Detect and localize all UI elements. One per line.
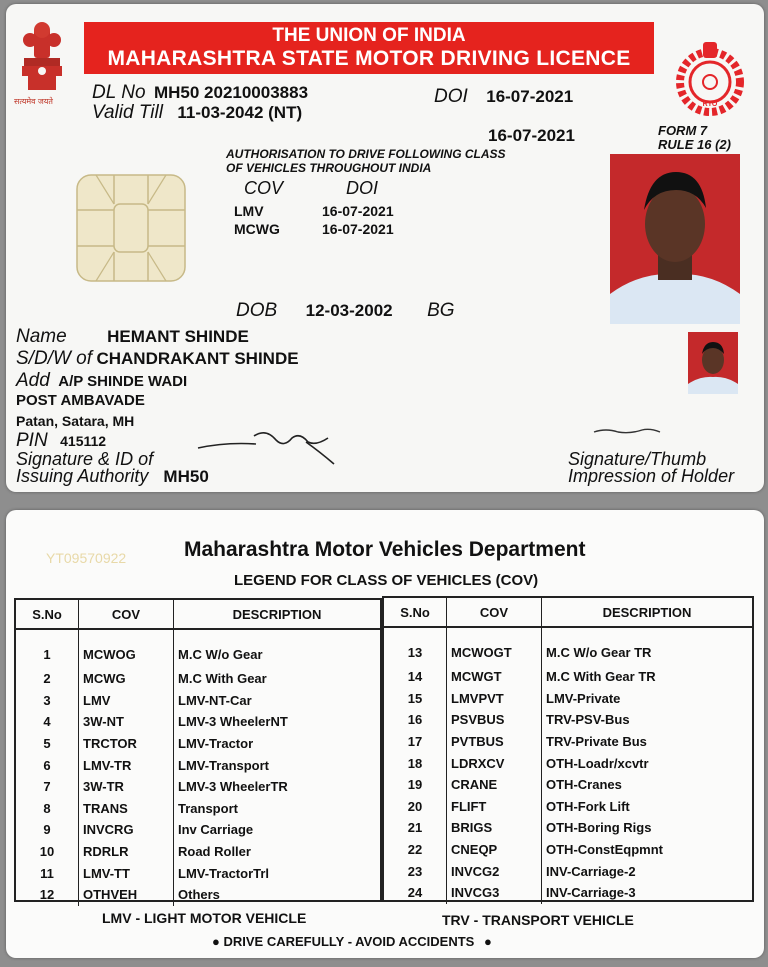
cov-legend-row bbox=[384, 882, 752, 904]
cov-row-description: LMV-NT-Car bbox=[174, 690, 381, 712]
cov-row-description: OTH-Boring Rigs bbox=[542, 817, 753, 839]
cov-row-code: RDRLR bbox=[79, 841, 174, 863]
cov-row-code: 3W-NT bbox=[79, 711, 174, 733]
doi-label: DOI bbox=[434, 86, 468, 107]
cov-class-row bbox=[234, 220, 394, 238]
cov-row-code: BRIGS bbox=[447, 817, 542, 839]
cov-row-description: M.C W/o Gear TR bbox=[542, 627, 753, 666]
cov-row-code: INVCG3 bbox=[447, 882, 542, 904]
cov-row-description: LMV-3 WheelerNT bbox=[174, 711, 381, 733]
cov-row-description: OTH-ConstEqpmnt bbox=[542, 839, 753, 861]
cov-row-code: FLIFT bbox=[447, 796, 542, 818]
cov-row-sno: 23 bbox=[384, 860, 447, 882]
authority-signature bbox=[196, 422, 346, 475]
cov-legend-table-left bbox=[14, 598, 382, 902]
valid-till-value: 11-03-2042 (NT) bbox=[177, 103, 303, 122]
cov-row-code: LMV bbox=[79, 690, 174, 712]
valid-till-label: Valid Till bbox=[92, 102, 163, 123]
dob-row bbox=[236, 300, 455, 322]
cov-row-sno: 14 bbox=[384, 666, 447, 688]
cov-legend-row bbox=[16, 754, 380, 776]
cov-row-description: LMV-TractorTrl bbox=[174, 862, 381, 884]
cov-row-sno: 6 bbox=[16, 754, 79, 776]
cov-row-code: LMV-TR bbox=[79, 754, 174, 776]
cov-row-code: PSVBUS bbox=[447, 709, 542, 731]
cov-legend-table-right bbox=[382, 596, 754, 902]
cov-legend-row bbox=[16, 711, 380, 733]
cov-row-sno: 16 bbox=[384, 709, 447, 731]
cov-row-description: OTH-Loadr/xcvtr bbox=[542, 752, 753, 774]
cov-row-sno: 13 bbox=[384, 627, 447, 666]
cov-row-code: MCWG bbox=[79, 668, 174, 690]
cov-legend-row bbox=[16, 862, 380, 884]
cov-legend-row bbox=[16, 668, 380, 690]
dl-number: MH50 20210003883 bbox=[153, 83, 309, 102]
cov-legend-row bbox=[384, 817, 752, 839]
footer-trv-legend: TRV - TRANSPORT VEHICLE bbox=[442, 912, 634, 928]
cov-row-description: Road Roller bbox=[174, 841, 381, 863]
cov-row-description: OTH-Fork Lift bbox=[542, 796, 753, 818]
cov-row-sno: 10 bbox=[16, 841, 79, 863]
cov-row-code: TRCTOR bbox=[79, 733, 174, 755]
cov-legend-row bbox=[16, 690, 380, 712]
cov-row-sno: 24 bbox=[384, 882, 447, 904]
cov-row-code: MCWOGT bbox=[447, 627, 542, 666]
cov-row-sno: 11 bbox=[16, 862, 79, 884]
holder-signature-label bbox=[568, 451, 734, 485]
cov-class-code: MCWG bbox=[234, 221, 280, 237]
cov-row-sno: 9 bbox=[16, 819, 79, 841]
licence-header-banner bbox=[84, 22, 654, 74]
cov-legend-row bbox=[16, 841, 380, 863]
emblem-caption: सत्यमेव जयते bbox=[14, 97, 53, 106]
cov-row-code: PVTBUS bbox=[447, 731, 542, 753]
cov-row-code: 3W-TR bbox=[79, 776, 174, 798]
cov-legend-row bbox=[384, 666, 752, 688]
doi-value: 16-07-2021 bbox=[486, 87, 574, 106]
relation-name: CHANDRAKANT SHINDE bbox=[96, 349, 299, 368]
ashoka-emblem-icon bbox=[18, 20, 66, 108]
cov-row-sno: 5 bbox=[16, 733, 79, 755]
address-line-1: A/P SHINDE WADI bbox=[58, 373, 188, 390]
cov-row-code: LMVPVT bbox=[447, 688, 542, 710]
back-subtitle: LEGEND FOR CLASS OF VEHICLES (COV) bbox=[234, 572, 539, 589]
cov-legend-row bbox=[16, 629, 380, 668]
cov-row-code: TRANS bbox=[79, 798, 174, 820]
pin-label: PIN bbox=[16, 430, 48, 451]
holder-signature bbox=[592, 424, 662, 443]
cov-row-description: TRV-PSV-Bus bbox=[542, 709, 753, 731]
col-description-header: DESCRIPTION bbox=[542, 598, 753, 627]
address-line-3: Patan, Satara, MH bbox=[16, 413, 135, 429]
holder-signature-label-2: Impression of Holder bbox=[568, 466, 735, 486]
footer-drive-carefully bbox=[212, 934, 492, 949]
cov-row-sno: 1 bbox=[16, 629, 79, 668]
address-label: Add bbox=[16, 370, 50, 391]
col-sno-header: S.No bbox=[16, 600, 79, 629]
cov-doi-header: DOI bbox=[346, 178, 379, 198]
cov-class-doi: 16-07-2021 bbox=[322, 221, 394, 237]
licence-back-card bbox=[6, 510, 764, 958]
cov-legend-row bbox=[384, 839, 752, 861]
cov-row-description: Transport bbox=[174, 798, 381, 820]
cov-row-code: CNEQP bbox=[447, 839, 542, 861]
issuing-authority-block bbox=[16, 451, 209, 485]
authorisation-line-1: AUTHORISATION TO DRIVE FOLLOWING CLASS bbox=[226, 147, 506, 161]
back-title: Maharashtra Motor Vehicles Department bbox=[184, 538, 586, 561]
cov-row-code: MCWOG bbox=[79, 629, 174, 668]
watermark-serial: YT09570922 bbox=[46, 550, 127, 566]
cov-row-description: M.C W/o Gear bbox=[174, 629, 381, 668]
cov-row-code: INVCG2 bbox=[447, 860, 542, 882]
cov-row-description: Others bbox=[174, 884, 381, 906]
seal-text: RTO bbox=[702, 101, 718, 108]
address-line-2: POST AMBAVADE bbox=[16, 392, 145, 409]
cov-row-sno: 15 bbox=[384, 688, 447, 710]
cov-header: COV bbox=[244, 178, 284, 198]
holder-name: HEMANT SHINDE bbox=[107, 327, 249, 346]
cov-legend-row bbox=[16, 819, 380, 841]
cov-legend-row bbox=[384, 627, 752, 666]
cov-row-code: OTHVEH bbox=[79, 884, 174, 906]
licence-front-card bbox=[6, 4, 764, 492]
issuing-authority-label-2: Issuing Authority bbox=[16, 466, 149, 486]
rule-label: RULE 16 (2) bbox=[658, 137, 731, 152]
bg-label: BG bbox=[427, 300, 455, 321]
smart-card-chip-icon bbox=[76, 174, 186, 282]
cov-class-row bbox=[234, 202, 394, 220]
cov-row-code: LMV-TT bbox=[79, 862, 174, 884]
authorisation-line-2: OF VEHICLES THROUGHOUT INDIA bbox=[226, 161, 432, 175]
cov-row-description: TRV-Private Bus bbox=[542, 731, 753, 753]
header-union-of-india: THE UNION OF INDIA bbox=[272, 25, 466, 46]
cov-row-sno: 4 bbox=[16, 711, 79, 733]
col-cov-header: COV bbox=[79, 600, 174, 629]
dob-label: DOB bbox=[236, 300, 278, 321]
cov-row-description: INV-Carriage-2 bbox=[542, 860, 753, 882]
cov-row-code: INVCRG bbox=[79, 819, 174, 841]
rto-seal-icon bbox=[672, 40, 748, 116]
cov-row-description: LMV-3 WheelerTR bbox=[174, 776, 381, 798]
cov-legend-row bbox=[16, 776, 380, 798]
cov-row-sno: 18 bbox=[384, 752, 447, 774]
cov-row-sno: 17 bbox=[384, 731, 447, 753]
cov-row-description: LMV-Tractor bbox=[174, 733, 381, 755]
cov-class-doi: 16-07-2021 bbox=[322, 203, 394, 219]
cov-row-description: OTH-Cranes bbox=[542, 774, 753, 796]
cov-legend-row bbox=[384, 752, 752, 774]
dob-value: 12-03-2002 bbox=[305, 301, 393, 320]
issuing-authority-code: MH50 bbox=[163, 467, 209, 486]
cov-row-code: CRANE bbox=[447, 774, 542, 796]
header-licence-title: MAHARASHTRA STATE MOTOR DRIVING LICENCE bbox=[107, 47, 631, 70]
cov-row-sno: 20 bbox=[384, 796, 447, 818]
cov-row-code: LDRXCV bbox=[447, 752, 542, 774]
cov-class-code: LMV bbox=[234, 203, 264, 219]
cov-legend-row bbox=[384, 774, 752, 796]
cov-legend-row bbox=[384, 796, 752, 818]
holder-photo-thumbnail bbox=[688, 332, 738, 394]
col-description-header: DESCRIPTION bbox=[174, 600, 381, 629]
col-sno-header: S.No bbox=[384, 598, 447, 627]
holder-photo bbox=[610, 154, 740, 324]
address-row bbox=[16, 370, 187, 392]
col-cov-header: COV bbox=[447, 598, 542, 627]
cov-legend-row bbox=[384, 731, 752, 753]
holder-signature-label-1: Signature/Thumb bbox=[568, 449, 707, 469]
authorisation-text bbox=[226, 147, 506, 175]
cov-row-description: INV-Carriage-3 bbox=[542, 882, 753, 904]
cov-legend-row bbox=[384, 860, 752, 882]
name-row bbox=[16, 326, 249, 348]
cov-legend-right bbox=[384, 598, 752, 904]
cov-row-sno: 2 bbox=[16, 668, 79, 690]
dl-label: DL No bbox=[92, 82, 146, 103]
cov-class-list bbox=[234, 202, 394, 238]
name-label: Name bbox=[16, 326, 67, 347]
form-rule-label bbox=[658, 124, 731, 152]
relation-row bbox=[16, 348, 299, 370]
footer-lmv-legend: LMV - LIGHT MOTOR VEHICLE bbox=[102, 910, 307, 926]
cov-legend-row bbox=[384, 709, 752, 731]
cov-row-description: M.C With Gear bbox=[174, 668, 381, 690]
issuing-authority-label-1: Signature & ID of bbox=[16, 449, 154, 469]
cov-row-sno: 8 bbox=[16, 798, 79, 820]
cov-legend-row bbox=[16, 798, 380, 820]
cov-row-description: Inv Carriage bbox=[174, 819, 381, 841]
drive-carefully-text: DRIVE CAREFULLY - AVOID ACCIDENTS bbox=[223, 934, 475, 949]
bullet-icon: ● bbox=[483, 934, 492, 949]
doi-row bbox=[434, 86, 573, 108]
dl-number-row bbox=[92, 82, 308, 104]
relation-label: S/D/W of bbox=[16, 348, 93, 369]
cov-row-sno: 21 bbox=[384, 817, 447, 839]
cov-row-sno: 12 bbox=[16, 884, 79, 906]
cov-legend-row bbox=[16, 884, 380, 906]
form-label: FORM 7 bbox=[658, 123, 708, 138]
cov-row-sno: 7 bbox=[16, 776, 79, 798]
cov-legend-left bbox=[16, 600, 380, 906]
cov-row-sno: 19 bbox=[384, 774, 447, 796]
cov-row-description: LMV-Private bbox=[542, 688, 753, 710]
valid-till-row bbox=[92, 102, 302, 124]
bullet-icon: ● bbox=[212, 934, 220, 949]
cov-row-code: MCWGT bbox=[447, 666, 542, 688]
cov-legend-row bbox=[384, 688, 752, 710]
cov-row-description: M.C With Gear TR bbox=[542, 666, 753, 688]
cov-row-sno: 22 bbox=[384, 839, 447, 861]
cov-legend-row bbox=[16, 733, 380, 755]
pin-value: 415112 bbox=[60, 433, 107, 449]
cov-row-description: LMV-Transport bbox=[174, 754, 381, 776]
issue-date-repeat: 16-07-2021 bbox=[488, 126, 575, 145]
cov-row-sno: 3 bbox=[16, 690, 79, 712]
